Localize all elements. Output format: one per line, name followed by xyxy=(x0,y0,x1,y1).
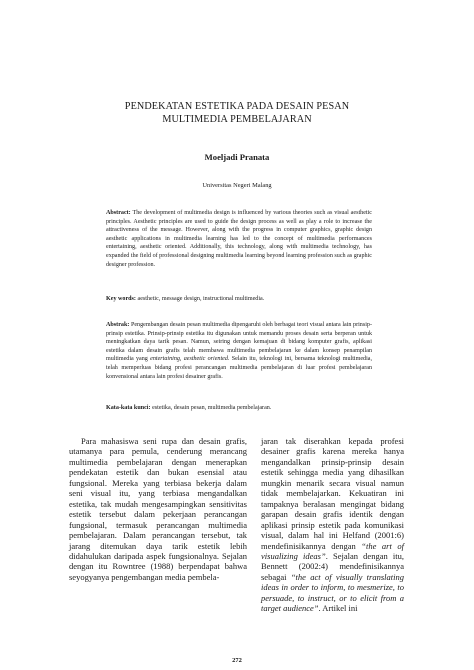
abstract-english-text: The development of multimedia design is influenced by various theories such as visual aesthetic principles. Aesthetic principles are used to guide the design process as well as play a role to increase the attractiveness of the message. However, along with the progress in computer graphics, graphic design aesthetic applications in multimedia learning has led to the concept of multimedia performances entertaining, aesthetic oriented. Additionally, this technology, along with multimedia technology, has expanded the field of professional designing multimedia learning beyond learning profession such as graphic designer profession. xyxy=(106,210,372,268)
body-column-right xyxy=(261,436,404,614)
body-paragraph-right xyxy=(261,436,404,614)
body-paragraph-left: Para mahasiswa seni rupa dan desain grafis, utamanya para pemula, cenderung merancang multimedia pembelajaran dengan menerapkan pendekatan estetik dan bukan esensial atau fungsional. Mereka yang terbiasa bekerja dalam seni visual itu, yang terbiasa mengandalkan estetika, tak mudah mengesampingkan sensitivitas estetik tersebut dalam pekerjaan perancangan fungsional, termasuk perancangan multimedia pembelajaran. Dalam perancangan tersebut, tak jarang ditemukan daya tarik estetik lebih didahulukan daripada aspek fungsionalnya. Sejalan dengan itu Rowntree (1988) berpendapat bahwa seyogyanya pengembangan media pembela- xyxy=(69,436,247,582)
body-column-left xyxy=(69,436,247,582)
body-right-quote-1: “the art of visualizing ideas” xyxy=(261,540,404,561)
keywords-english-text: aesthetic, message design, instructional multimedia. xyxy=(137,296,265,302)
body-right-text-1: jaran tak diserahkan kepada profesi desainer grafis karena mereka hanya mengandalkan prinsip-prinsip desain estetik sehingga media yang dihasilkan mungkin menarik secara visual namun tidak membelajarkan. Kekuatiran ini tampaknya beralasan mengingat bidang garapan desain grafis identik dengan aplikasi prinsip estetik pada komunikasi visual, dalam hal ini Helfand (2001:6) mendefinisikannya dengan xyxy=(261,436,404,551)
title-line-1: PENDEKATAN ESTETIKA PADA DESAIN PESAN xyxy=(124,101,350,112)
author-affiliation: Universitas Negeri Malang xyxy=(202,182,272,189)
abstract-indonesian-text-2: . Selain itu, teknologi ini, bersama teknologi multimedia, telah memperluas bidang profesi perancangan multimedia pembelajaran di luar profesi pembelajaran konvensional antara lain profesi desainer grafis. xyxy=(106,356,373,380)
page-number: 272 xyxy=(232,657,242,664)
author-name: Moeljadi Pranata xyxy=(204,152,270,162)
title-line-2: MULTIMEDIA PEMBELAJARAN xyxy=(162,114,312,125)
abstract-indonesian xyxy=(106,321,372,381)
abstract-english xyxy=(106,209,372,269)
body-right-text-2: . Sejalan dengan itu, Bennett (2002:4) mendefinisikannya sebagai xyxy=(261,550,404,582)
abstract-indonesian-italic: entertaining, aesthetic oriented xyxy=(150,356,228,363)
abstract-english-label: Abstract: xyxy=(106,210,131,216)
body-right-text-3: . Artikel ini xyxy=(318,603,358,614)
body-right-quote-2: “the act of visually translating ideas in order to inform, to mesmerize, to persuade, to instruct, or to elicit from a target audience” xyxy=(261,571,404,614)
abstract-indonesian-label: Abstrak: xyxy=(106,322,130,328)
keywords-indonesian xyxy=(106,404,372,413)
keywords-english xyxy=(106,295,372,304)
abstract-indonesian-text-1: Pengembangan desain pesan multimedia dipengaruhi oleh berbagai teori visual antara lain prinsip-prinsip estetika. Prinsip-prinsip estetika itu digunakan untuk memandu proses desain serta berperan untuk meningkatkan daya tarik pesan. Namun, seiring dengan kemajuan di bidang komputer grafis, aplikasi estetika dalam desain grafis telah membawa multimedia pembelajaran ke dalam konsep penampilan multimedia yang xyxy=(106,322,372,363)
keywords-indonesian-label: Kata-kata kunci: xyxy=(106,405,151,411)
keywords-indonesian-text: estetika, desain pesan, multimedia pembelajaran. xyxy=(152,405,272,411)
paper-title xyxy=(60,100,414,126)
keywords-english-label: Key words: xyxy=(106,296,136,302)
